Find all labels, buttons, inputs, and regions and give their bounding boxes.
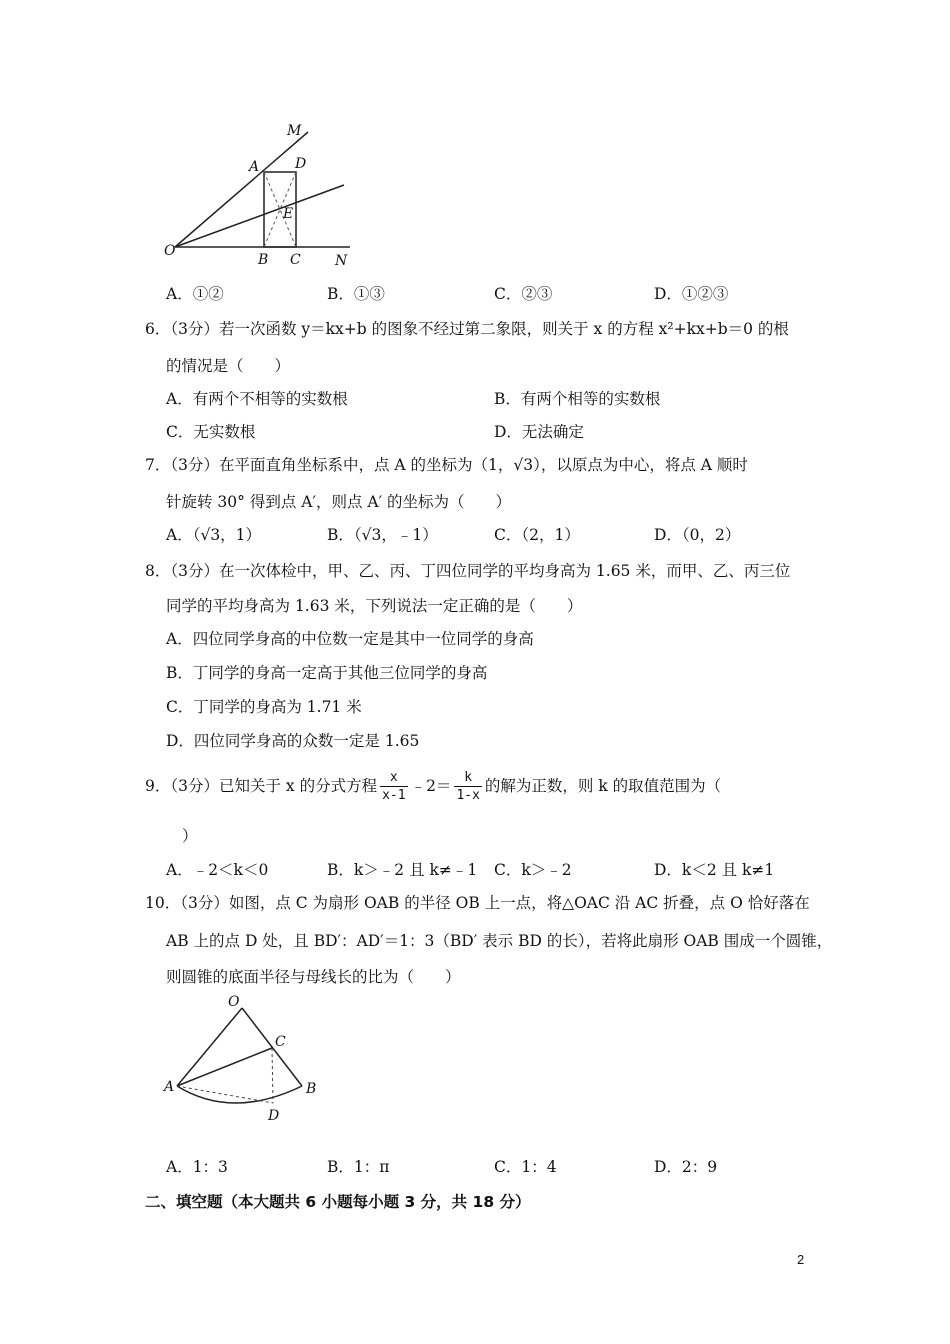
q9-frac1-denominator: x-1 [382,787,406,803]
q9-option-b: B．k＞﹣2 且 k≠﹣1 [327,861,478,879]
q8-option-a: A．四位同学身高的中位数一定是其中一位同学的身高 [166,630,534,648]
q5-option-d: D．①②③ [654,285,729,303]
q9-line2: ） [182,827,198,845]
label-D: D [295,156,307,172]
q9-option-d: D．k＜2 且 k≠1 [654,861,775,879]
label-B: B [258,252,269,268]
q7-line2: 针旋转 30° 得到点 A′，则点 A′ 的坐标为（ ） [166,493,512,511]
q9-fraction-1 [380,769,407,804]
q6-line1: 6．（3分）若一次函数 y＝kx+b 的图象不经过第二象限，则关于 x 的方程 x²+kx+b＝0 的根 [145,320,789,338]
q6-option-b: B．有两个相等的实数根 [494,390,661,408]
arc-AB [177,1086,302,1103]
q9-frac1-numerator: x [389,769,398,785]
q8-option-b: B．丁同学的身高一定高于其他三位同学的身高 [166,664,488,682]
label-A: A [249,159,260,175]
label-O: O [164,243,176,259]
q10-line2: AB 上的点 D 处，且 BD′：AD′＝1：3（BD′ 表示 BD 的长），若将此扇形 OAB 围成一个圆锥， [166,932,833,950]
label-O: O [228,994,240,1010]
radius-OA [177,1008,242,1086]
q7-option-c: C．（2，1） [494,526,580,544]
q6-line2: 的情况是（ ） [166,357,291,375]
q9-middle: ﹣2＝ [410,777,452,795]
q7-option-a: A．（√3，1） [166,526,262,544]
label-C: C [290,252,301,268]
label-C: C [275,1034,286,1050]
q10-line3: 则圆锥的底面半径与母线长的比为（ ） [166,968,461,986]
label-D: D [268,1108,280,1124]
q9-fraction-2 [454,769,481,804]
q8-option-d: D．四位同学身高的众数一定是 1.65 [166,732,420,750]
q7-line1: 7．（3分）在平面直角坐标系中，点 A 的坐标为（1，√3），以原点为中心，将点 A 顺时 [145,456,748,474]
q5-option-c: C．②③ [494,285,553,303]
q9-suffix: 的解为正数，则 k 的取值范围为（ [484,777,722,795]
q6-option-a: A．有两个不相等的实数根 [166,390,348,408]
q5-option-a: A．①② [166,285,224,303]
figure-angle-rectangle [160,118,360,268]
q8-line1: 8．（3分）在一次体检中，甲、乙、丙、丁四位同学的平均身高为 1.65 米，而甲、乙、丙三位 [145,562,791,580]
label-M: M [287,123,302,139]
q9-prefix: 9．（3分）已知关于 x 的分式方程 [145,777,378,795]
q8-option-c: C．丁同学的身高为 1.71 米 [166,698,362,716]
q9-line1 [145,766,721,806]
q8-line2: 同学的平均身高为 1.63 米，下列说法一定正确的是（ ） [166,597,583,615]
q9-option-a: A．﹣2＜k＜0 [166,861,269,879]
q10-option-a: A．1：3 [166,1158,228,1176]
section-heading-fill-in: 二、填空题（本大题共 6 小题每小题 3 分，共 18 分） [145,1193,531,1211]
q9-frac2-numerator: k [464,769,473,785]
q9-option-c: C．k＞﹣2 [494,861,572,879]
q6-option-d: D．无法确定 [494,423,584,441]
segment-CD [272,1048,273,1103]
q10-option-d: D．2：9 [654,1158,718,1176]
q10-line1: 10．（3分）如图，点 C 为扇形 OAB 的半径 OB 上一点，将△OAC 沿 AC 折叠，点 O 恰好落在 [145,894,810,912]
segment-AC [177,1048,272,1086]
label-B: B [306,1081,317,1097]
label-A: A [164,1079,175,1095]
q7-option-d: D．（0，2） [654,526,741,544]
label-E: E [283,206,294,222]
q10-option-b: B．1：π [327,1158,390,1176]
label-N: N [335,253,348,269]
q9-frac2-denominator: 1-x [456,787,480,803]
q6-option-c: C．无实数根 [166,423,256,441]
bisector-ray [175,185,344,247]
page-number: 2 [797,1252,805,1267]
figure-sector-fold [160,992,330,1122]
q10-option-c: C．1：4 [494,1158,557,1176]
q5-option-b: B．①③ [327,285,385,303]
q7-option-b: B．（√3，﹣1） [327,526,438,544]
